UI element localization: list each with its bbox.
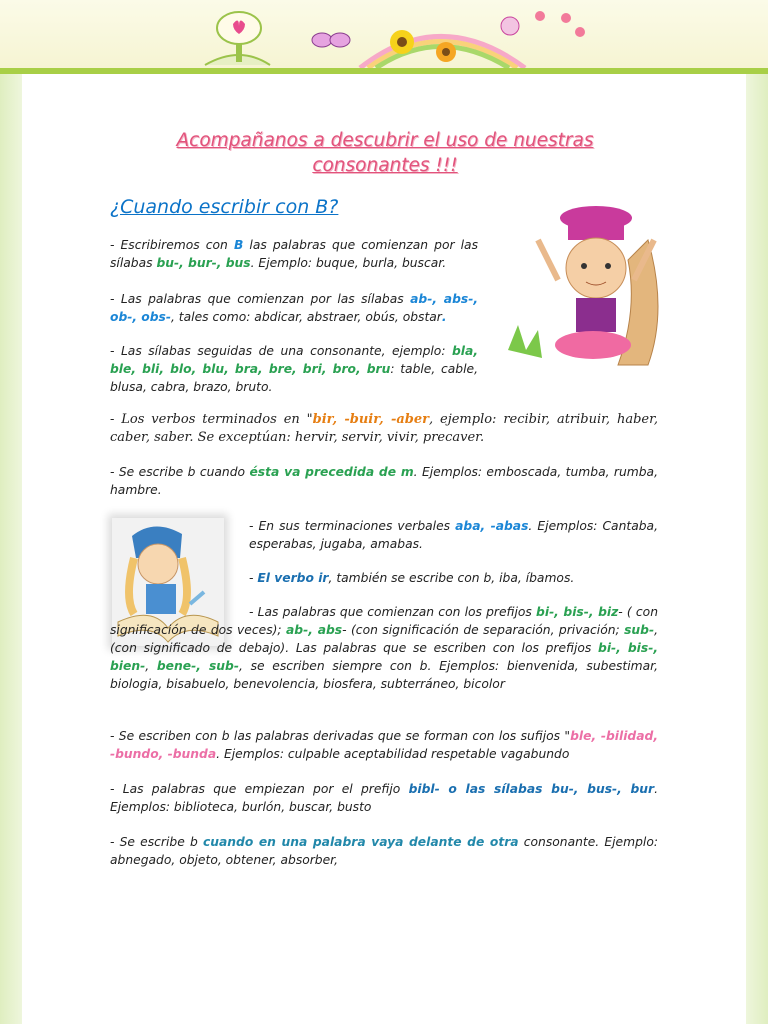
title-line-2: consonantes !!! — [312, 155, 458, 176]
rule-1: - Escribiremos con B las palabras que comienzan por las sílabas bu-, bur-, bus. Ejemplo: buque, burla, buscar. — [110, 238, 479, 270]
rule-6: - En sus terminaciones verbales aba, -abas. Ejemplos: Cantaba, esperabas, jugaba, amabas. — [249, 519, 658, 551]
rule-5: - Se escribe b cuando ésta va precedida de m. Ejemplos: emboscada, tumba, rumba, hambre. — [110, 465, 658, 497]
rule-9: - Se escriben con b las palabras derivadas que se forman con los sufijos "ble, -bilidad, -bundo, -bunda. Ejemplos: culpable aceptabilidad respetable vagabundo — [110, 729, 658, 761]
left-border — [0, 74, 22, 1024]
header-banner — [0, 0, 768, 70]
rule-4: - Los verbos terminados en "bir, -buir, -aber, ejemplo: recibir, atribuir, haber, caber, saber. Se exceptúan: hervir, servir, vivir, precaver. — [110, 412, 659, 445]
rule-7: - El verbo ir, también se escribe con b, iba, íbamos. — [249, 571, 575, 585]
document-title — [100, 128, 670, 178]
right-border — [746, 74, 768, 1024]
section-heading: ¿Cuando escribir con B? — [110, 196, 339, 218]
header-decoration — [0, 0, 768, 70]
girl-hat-illustration — [498, 200, 670, 368]
title-line-1: Acompañanos a descubrir el uso de nuestras — [176, 130, 594, 151]
rule-11: - Se escribe b cuando en una palabra vaya delante de otra consonante. Ejemplo: abnegado, objeto, obtener, absorber, — [110, 835, 658, 867]
rule-10: - Las palabras que empiezan por el prefijo bibl- o las sílabas bu-, bus-, bur. Ejemplos: biblioteca, burlón, buscar, busto — [110, 782, 658, 814]
rule-3: - Las sílabas seguidas de una consonante, ejemplo: bla, ble, bli, blo, blu, bra, bre, bri, bro, bru: table, cable, blusa, cabra, brazo, bruto. — [110, 344, 478, 394]
rule-8: - Las palabras que comienzan con los prefijos bi-, bis-, biz- ( con significación de dos veces); ab-, abs- (con significación de separación, privación; sub-, (con significado de debajo). Las palabras que se escriben con los prefijos bi-, bis-, bien-, bene-, sub-, se escriben siempre con b. Ejemplos: bienvenida, subestimar, biologia, bisabuelo, benevolencia, biosfera, subterráneo, bicolor — [110, 605, 659, 691]
rule-2: - Las palabras que comienzan por las sílabas ab-, abs-, ob-, obs-, tales como: abdicar, abstraer, obús, obstar. — [110, 292, 478, 324]
